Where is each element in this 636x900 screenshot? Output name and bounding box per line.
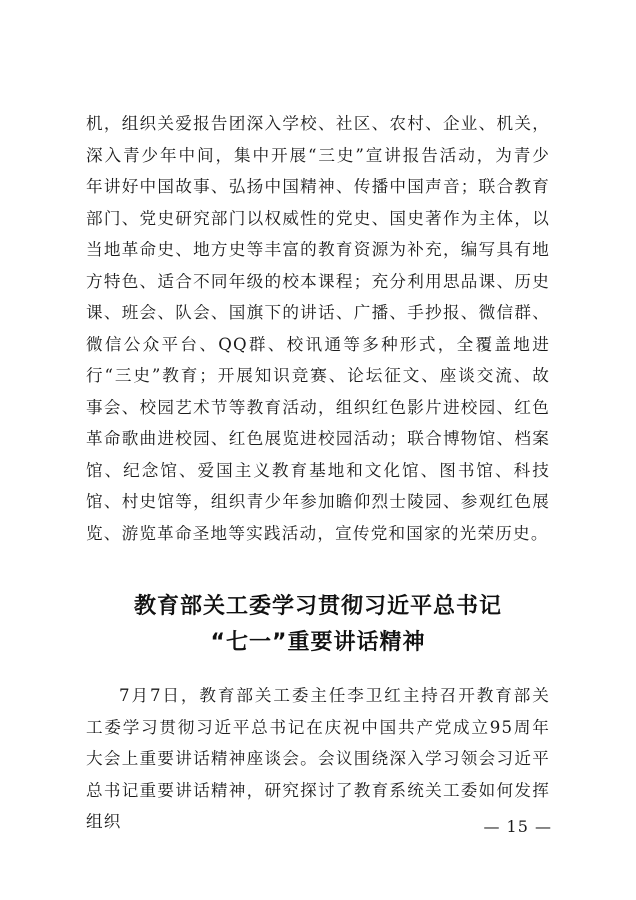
body-paragraph-continued: 机，组织关爱报告团深入学校、社区、农村、企业、机关，深入青少年中间，集中开展“三史”宣讲报告活动，为青少年讲好中国故事、弘扬中国精神、传播中国声音；联合教育部门、党史研究部门以权威性的党史、国史著作为主体，以当地革命史、地方史等丰富的教育资源为补充，编写具有地方特色、适合不同年级的校本课程；充分利用思品课、历史课、班会、队会、国旗下的讲话、广播、手抄报、微信群、微信公众平台、QQ群、校讯通等多种形式，全覆盖地进行“三史”教育；开展知识竞赛、论坛征文、座谈交流、故事会、校园艺术节等教育活动，组织红色影片进校园、红色革命歌曲进校园、红色展览进校园活动；联合博物馆、档案馆、纪念馆、爱国主义教育基地和文化馆、图书馆、科技馆、村史馆等，组织青少年参加瞻仰烈士陵园、参观红色展览、游览革命圣地等实践活动，宣传党和国家的光荣历史。 xyxy=(86,114,550,543)
body-paragraph-intro: 7月7日，教育部关工委主任李卫红主持召开教育部关工委学习贯彻习近平总书记在庆祝中国共产党成立95周年大会上重要讲话精神座谈会。会议围绕深入学习领会习近平总书记重要讲话精神，研究探讨了教育系统关工委如何发挥组织 xyxy=(86,686,550,831)
section-title-line-1: 教育部关工委学习贯彻习近平总书记 xyxy=(133,594,502,619)
page-number: — 15 — xyxy=(483,817,552,836)
section-title xyxy=(86,589,550,661)
section-title-line-2: “七一”重要讲话精神 xyxy=(210,630,426,655)
